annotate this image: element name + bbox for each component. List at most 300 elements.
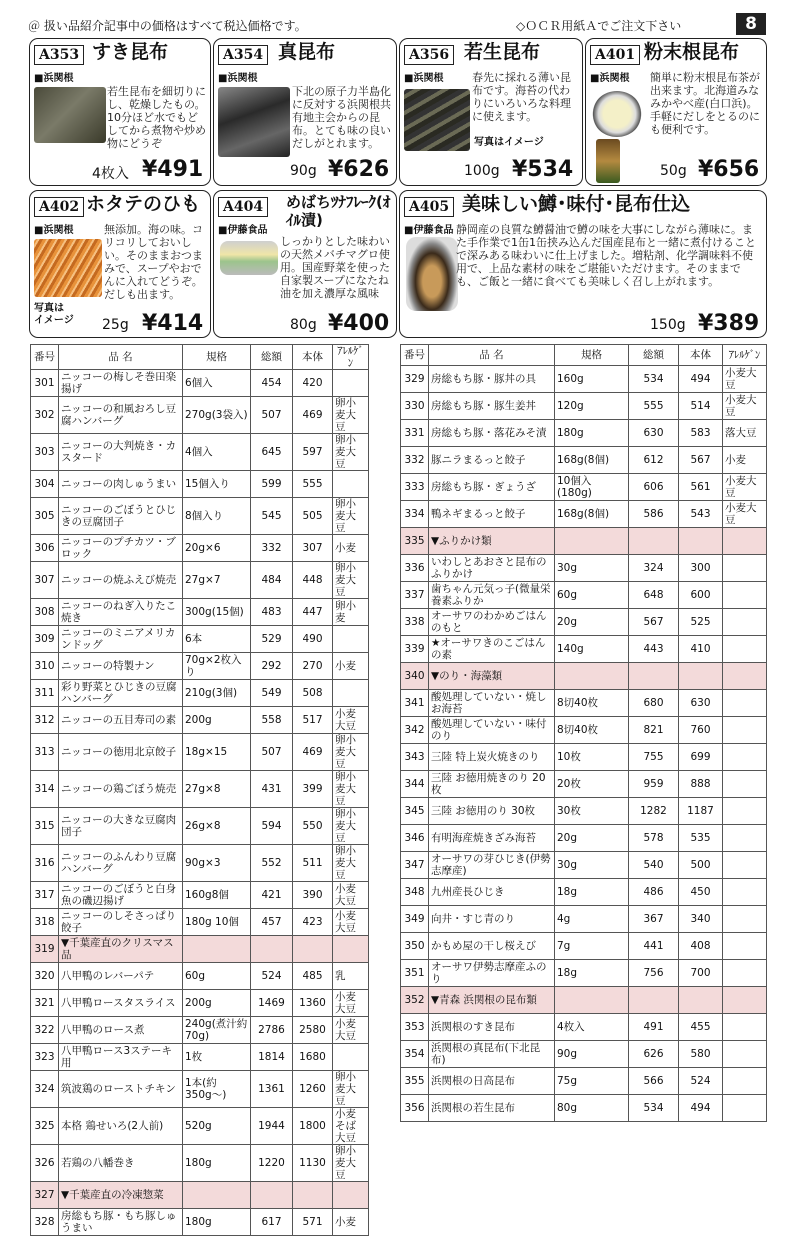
item-allergen xyxy=(333,370,369,397)
item-total: 617 xyxy=(251,1209,293,1236)
item-spec: 60g xyxy=(183,963,251,990)
item-spec: 18g xyxy=(555,879,629,906)
item-name: ニッコーのミニアメリカンドッグ xyxy=(59,626,183,653)
item-number: 336 xyxy=(401,555,429,582)
item-number: 317 xyxy=(31,882,59,909)
item-number: 318 xyxy=(31,909,59,936)
product-price: ¥656 xyxy=(698,157,760,182)
item-spec: 20g×6 xyxy=(183,535,251,562)
item-spec: 168g(8個) xyxy=(555,501,629,528)
item-allergen xyxy=(723,555,767,582)
item-name: 三陸 お徳用焼きのり 20枚 xyxy=(429,771,555,798)
item-base-price: 420 xyxy=(293,370,333,397)
table-row xyxy=(31,1209,369,1236)
item-number: 337 xyxy=(401,582,429,609)
col-header-name: 品 名 xyxy=(59,345,183,370)
item-allergen: 小麦 xyxy=(333,653,369,680)
product-size: 4枚入 xyxy=(92,166,129,182)
item-base-price xyxy=(679,528,723,555)
item-name: 房総もち豚・落花みそ漬 xyxy=(429,420,555,447)
item-allergen: 小麦大豆 xyxy=(333,909,369,936)
item-name: 豚ニラまるっと餃子 xyxy=(429,447,555,474)
product-card-a404 xyxy=(213,190,397,338)
item-name: ▼のり・海藻類 xyxy=(429,663,555,690)
item-allergen xyxy=(333,680,369,707)
item-total: 443 xyxy=(629,636,679,663)
item-number: 332 xyxy=(401,447,429,474)
item-base-price: 571 xyxy=(293,1209,333,1236)
item-base-price: 535 xyxy=(679,825,723,852)
item-name: オーサワの芽ひじき(伊勢志摩産) xyxy=(429,852,555,879)
item-total: 645 xyxy=(251,434,293,471)
table-row xyxy=(401,609,767,636)
item-total: 1944 xyxy=(251,1108,293,1145)
item-base-price: 580 xyxy=(679,1041,723,1068)
item-name: ▼青森 浜関根の昆布類 xyxy=(429,987,555,1014)
item-allergen: 卵小麦大豆 xyxy=(333,1071,369,1108)
product-description: 春先に採れる薄い昆布です。海苔の代わりにいろいろな料理に使えます。 xyxy=(472,71,571,123)
item-allergen xyxy=(723,771,767,798)
table-row xyxy=(401,852,767,879)
item-allergen: 卵小麦大豆 xyxy=(333,562,369,599)
item-base-price: 1187 xyxy=(679,798,723,825)
product-card-a354 xyxy=(213,38,397,186)
product-code: A401 xyxy=(590,45,640,65)
item-allergen xyxy=(723,798,767,825)
item-base-price: 1360 xyxy=(293,990,333,1017)
table-row xyxy=(401,636,767,663)
item-base-price: 517 xyxy=(293,707,333,734)
order-table-left xyxy=(30,344,369,1236)
item-name: ニッコーの大判焼き・カスタード xyxy=(59,434,183,471)
item-total: 648 xyxy=(629,582,679,609)
item-allergen: 小麦大豆 xyxy=(723,366,767,393)
item-base-price: 494 xyxy=(679,366,723,393)
item-total: 491 xyxy=(629,1014,679,1041)
table-row xyxy=(31,1108,369,1145)
table-row xyxy=(31,599,369,626)
item-name: ニッコーの鶏ごぼう焼売 xyxy=(59,771,183,808)
item-number: 348 xyxy=(401,879,429,906)
item-base-price xyxy=(679,663,723,690)
item-name: ニッコーの徳用北京餃子 xyxy=(59,734,183,771)
table-row xyxy=(31,1044,369,1071)
item-total: 578 xyxy=(629,825,679,852)
item-total: 552 xyxy=(251,845,293,882)
item-number: 321 xyxy=(31,990,59,1017)
table-row xyxy=(401,447,767,474)
table-row xyxy=(401,366,767,393)
product-card-a402 xyxy=(29,190,211,338)
col-header-number: 番号 xyxy=(401,345,429,366)
item-total: 1361 xyxy=(251,1071,293,1108)
item-name: ニッコーの肉しゅうまい xyxy=(59,471,183,498)
item-spec: 75g xyxy=(555,1068,629,1095)
product-price: ¥534 xyxy=(512,157,574,182)
table-row xyxy=(401,825,767,852)
table-row xyxy=(31,1071,369,1108)
product-name: 真昆布 xyxy=(278,41,336,63)
item-spec: 80g xyxy=(555,1095,629,1122)
item-name: ニッコーのごぼうとひじきの豆腐団子 xyxy=(59,498,183,535)
item-spec: 18g×15 xyxy=(183,734,251,771)
item-total: 507 xyxy=(251,734,293,771)
item-spec: 27g×7 xyxy=(183,562,251,599)
item-number: 341 xyxy=(401,690,429,717)
table-row xyxy=(31,626,369,653)
product-name: すき昆布 xyxy=(92,41,169,63)
item-allergen xyxy=(333,471,369,498)
item-number: 350 xyxy=(401,933,429,960)
item-number: 345 xyxy=(401,798,429,825)
item-number: 314 xyxy=(31,771,59,808)
item-base-price: 597 xyxy=(293,434,333,471)
item-number: 326 xyxy=(31,1145,59,1182)
table-row xyxy=(401,1014,767,1041)
item-name: ニッコーのふんわり豆腐ハンバーグ xyxy=(59,845,183,882)
item-number: 331 xyxy=(401,420,429,447)
item-base-price: 307 xyxy=(293,535,333,562)
item-allergen: 卵小麦大豆 xyxy=(333,397,369,434)
table-row xyxy=(31,882,369,909)
item-spec: 20枚 xyxy=(555,771,629,798)
product-price: ¥414 xyxy=(142,311,204,336)
item-total: 486 xyxy=(629,879,679,906)
item-name: 有明海産焼きざみ海苔 xyxy=(429,825,555,852)
item-total: 606 xyxy=(629,474,679,501)
item-number: 351 xyxy=(401,960,429,987)
product-size: 50g xyxy=(660,163,687,179)
item-allergen xyxy=(723,1041,767,1068)
item-spec: 8切40枚 xyxy=(555,717,629,744)
item-name: 八甲鴨のレバーパテ xyxy=(59,963,183,990)
item-name: ★オーサワきのこごはんの素 xyxy=(429,636,555,663)
item-total: 421 xyxy=(251,882,293,909)
item-name: ニッコーのプチカツ・ブロック xyxy=(59,535,183,562)
table-row xyxy=(31,535,369,562)
item-allergen xyxy=(723,1014,767,1041)
item-name: 本格 鶏せいろ(2人前) xyxy=(59,1108,183,1145)
item-spec: 200g xyxy=(183,707,251,734)
col-header-spec: 規格 xyxy=(555,345,629,366)
item-total: 612 xyxy=(629,447,679,474)
item-base-price: 300 xyxy=(679,555,723,582)
table-row xyxy=(401,393,767,420)
item-total: 457 xyxy=(251,909,293,936)
table-row xyxy=(31,370,369,397)
product-code: A402 xyxy=(34,197,84,217)
product-size: 90g xyxy=(290,163,317,179)
item-total: 566 xyxy=(629,1068,679,1095)
item-name: 三陸 お徳用のり 30枚 xyxy=(429,798,555,825)
item-allergen: 卵小麦大豆 xyxy=(333,1145,369,1182)
item-base-price: 1130 xyxy=(293,1145,333,1182)
tax-note: ＠ 扱い品紹介記事中の価格はすべて税込価格です。 xyxy=(28,19,307,33)
item-allergen: 小麦大豆 xyxy=(723,474,767,501)
item-total: 1469 xyxy=(251,990,293,1017)
maker-label: ■伊藤食品 xyxy=(404,225,454,236)
tuna-can-photo xyxy=(220,241,278,275)
item-base-price: 399 xyxy=(293,771,333,808)
item-spec: 15個入り xyxy=(183,471,251,498)
item-name: ニッコーのごぼうと白身魚の磯辺揚げ xyxy=(59,882,183,909)
item-total: 555 xyxy=(629,393,679,420)
item-total: 549 xyxy=(251,680,293,707)
item-allergen xyxy=(723,987,767,1014)
table-row xyxy=(401,501,767,528)
item-total: 2786 xyxy=(251,1017,293,1044)
page-header xyxy=(28,13,766,35)
table-row xyxy=(401,717,767,744)
item-spec: 200g xyxy=(183,990,251,1017)
item-allergen xyxy=(723,1068,767,1095)
item-spec: 160g8個 xyxy=(183,882,251,909)
tea-cup-photo xyxy=(592,91,642,137)
item-number: 343 xyxy=(401,744,429,771)
col-header-number: 番号 xyxy=(31,345,59,370)
item-number: 320 xyxy=(31,963,59,990)
item-name: オーサワのわかめごはんのもと xyxy=(429,609,555,636)
item-base-price: 583 xyxy=(679,420,723,447)
item-base-price: 524 xyxy=(679,1068,723,1095)
col-header-base: 本体 xyxy=(679,345,723,366)
item-number: 309 xyxy=(31,626,59,653)
item-base-price: 630 xyxy=(679,690,723,717)
page-number: 8 xyxy=(736,13,766,35)
item-spec: 7g xyxy=(555,933,629,960)
item-base-price: 469 xyxy=(293,397,333,434)
table-row xyxy=(401,582,767,609)
item-spec: 520g xyxy=(183,1108,251,1145)
item-allergen xyxy=(723,879,767,906)
item-total: 524 xyxy=(251,963,293,990)
item-total: 431 xyxy=(251,771,293,808)
item-number: 352 xyxy=(401,987,429,1014)
item-base-price: 270 xyxy=(293,653,333,680)
item-number: 308 xyxy=(31,599,59,626)
item-total xyxy=(251,1182,293,1209)
table-row xyxy=(31,397,369,434)
item-spec: 300g(15個) xyxy=(183,599,251,626)
item-name: 三陸 特上炭火焼きのり xyxy=(429,744,555,771)
product-price: ¥626 xyxy=(328,157,390,182)
item-allergen xyxy=(723,663,767,690)
item-name: 浜関根の真昆布(下北昆布) xyxy=(429,1041,555,1068)
item-number: 338 xyxy=(401,609,429,636)
item-total xyxy=(251,936,293,963)
item-allergen xyxy=(723,582,767,609)
item-base-price: 490 xyxy=(293,626,333,653)
maker-label: ■伊藤食品 xyxy=(218,225,268,236)
item-number: 330 xyxy=(401,393,429,420)
item-allergen: 小麦大豆 xyxy=(333,707,369,734)
col-header-total: 総額 xyxy=(251,345,293,370)
item-number: 356 xyxy=(401,1095,429,1122)
product-description: 静岡産の良質な鱒醤油で鱒の味を大事にしながら薄味に。また手作業で1缶1缶挟み込んだ国産昆布と一緒に煮付けることで深みある味わいに仕上げました。増粘剤、化学調味料不使用で、上品な素材の味をご堪能いただけます。そのままでも、ご飯と一緒に食べても美味しく召し上がれます。 xyxy=(456,223,756,288)
table-row xyxy=(31,471,369,498)
item-name: 九州産長ひじき xyxy=(429,879,555,906)
item-number: 339 xyxy=(401,636,429,663)
item-name: 八甲鴨ロース3ステーキ用 xyxy=(59,1044,183,1071)
item-spec: 20g xyxy=(555,609,629,636)
item-base-price: 390 xyxy=(293,882,333,909)
table-row xyxy=(31,963,369,990)
item-allergen xyxy=(723,744,767,771)
item-allergen xyxy=(723,825,767,852)
item-total: 1814 xyxy=(251,1044,293,1071)
item-number: 312 xyxy=(31,707,59,734)
item-number: 340 xyxy=(401,663,429,690)
table-row xyxy=(401,474,767,501)
section-row xyxy=(31,936,369,963)
table-row xyxy=(31,562,369,599)
item-base-price: 508 xyxy=(293,680,333,707)
item-spec: 8個入り xyxy=(183,498,251,535)
col-header-allergen: ｱﾚﾙｹﾞﾝ xyxy=(723,345,767,366)
maker-label: ■浜関根 xyxy=(34,225,74,236)
item-name: ▼千葉産直の冷凍惣菜 xyxy=(59,1182,183,1209)
table-row xyxy=(31,653,369,680)
item-spec xyxy=(555,528,629,555)
item-number: 313 xyxy=(31,734,59,771)
item-base-price: 543 xyxy=(679,501,723,528)
item-allergen xyxy=(723,690,767,717)
item-name: ▼千葉産直のクリスマス品 xyxy=(59,936,183,963)
product-description: 無添加。海の味。コリコリしておいしい。そのままおつまみで、スープやおでんに入れてどうぞ。だしも出ます。 xyxy=(104,223,203,301)
item-number: 334 xyxy=(401,501,429,528)
item-number: 307 xyxy=(31,562,59,599)
table-row xyxy=(31,771,369,808)
item-number: 302 xyxy=(31,397,59,434)
item-allergen: 小麦大豆 xyxy=(333,1017,369,1044)
item-total: 483 xyxy=(251,599,293,626)
item-spec: 90g×3 xyxy=(183,845,251,882)
product-code: A405 xyxy=(404,197,454,217)
item-total xyxy=(629,987,679,1014)
product-name: 粉末根昆布 xyxy=(644,41,740,63)
item-base-price: 447 xyxy=(293,599,333,626)
item-allergen: 小麦 xyxy=(333,535,369,562)
item-spec: 120g xyxy=(555,393,629,420)
item-base-price: 448 xyxy=(293,562,333,599)
item-name: かもめ屋の干し桜えび xyxy=(429,933,555,960)
product-price: ¥389 xyxy=(698,311,760,336)
item-number: 324 xyxy=(31,1071,59,1108)
item-allergen: 落大豆 xyxy=(723,420,767,447)
item-number: 305 xyxy=(31,498,59,535)
item-base-price: 699 xyxy=(679,744,723,771)
item-base-price: 469 xyxy=(293,734,333,771)
item-allergen: 小麦そば大豆 xyxy=(333,1108,369,1145)
item-spec: 30枚 xyxy=(555,798,629,825)
item-name: 浜関根の若生昆布 xyxy=(429,1095,555,1122)
item-base-price: 514 xyxy=(679,393,723,420)
product-code: A404 xyxy=(218,197,268,217)
item-number: 319 xyxy=(31,936,59,963)
item-spec: 6個入 xyxy=(183,370,251,397)
item-allergen xyxy=(723,528,767,555)
item-total: 756 xyxy=(629,960,679,987)
item-total: 586 xyxy=(629,501,679,528)
item-number: 311 xyxy=(31,680,59,707)
item-allergen xyxy=(333,1182,369,1209)
item-name: ニッコーのねぎ入りたこ焼き xyxy=(59,599,183,626)
item-base-price: 2580 xyxy=(293,1017,333,1044)
item-spec: 18g xyxy=(555,960,629,987)
item-allergen xyxy=(723,1095,767,1122)
item-name: ▼ふりかけ類 xyxy=(429,528,555,555)
product-size: 150g xyxy=(650,317,686,333)
item-number: 310 xyxy=(31,653,59,680)
item-total: 540 xyxy=(629,852,679,879)
kelp-photo xyxy=(218,87,290,157)
product-card-a353 xyxy=(29,38,211,186)
item-total: 534 xyxy=(629,366,679,393)
item-spec: 180g xyxy=(555,420,629,447)
item-name: 房総もち豚・もち豚しゅうまい xyxy=(59,1209,183,1236)
item-allergen xyxy=(333,626,369,653)
item-spec: 20g xyxy=(555,825,629,852)
item-total xyxy=(629,663,679,690)
item-name: 若鶏の八幡巻き xyxy=(59,1145,183,1182)
item-spec: 1枚 xyxy=(183,1044,251,1071)
item-base-price: 511 xyxy=(293,845,333,882)
item-allergen: 小麦 xyxy=(333,1209,369,1236)
scallop-photo xyxy=(34,239,102,297)
item-spec: 1本(約350g〜) xyxy=(183,1071,251,1108)
table-row xyxy=(31,1145,369,1182)
item-number: 327 xyxy=(31,1182,59,1209)
table-row xyxy=(31,990,369,1017)
item-allergen xyxy=(723,717,767,744)
item-spec: 60g xyxy=(555,582,629,609)
col-header-total: 総額 xyxy=(629,345,679,366)
maker-label: ■浜関根 xyxy=(218,73,258,84)
item-number: 323 xyxy=(31,1044,59,1071)
section-row xyxy=(31,1182,369,1209)
table-header-row xyxy=(31,345,369,370)
item-total: 755 xyxy=(629,744,679,771)
item-total: 292 xyxy=(251,653,293,680)
item-number: 347 xyxy=(401,852,429,879)
product-description: 簡単に粉末根昆布茶が出来ます。北海道みなみかやべ産(白口浜)。手軽にだしをとるのにも便利です。 xyxy=(650,71,760,136)
table-row xyxy=(401,555,767,582)
product-card-a401 xyxy=(585,38,767,186)
item-base-price: 1800 xyxy=(293,1108,333,1145)
item-spec: 240g(煮汁約70g) xyxy=(183,1017,251,1044)
table-row xyxy=(401,690,767,717)
item-allergen xyxy=(333,1044,369,1071)
image-caption: 写真は イメージ xyxy=(34,303,74,326)
item-base-price xyxy=(293,936,333,963)
table-row xyxy=(401,933,767,960)
item-name: 房総もち豚・豚生姜丼 xyxy=(429,393,555,420)
table-row xyxy=(31,680,369,707)
kelp-photo xyxy=(404,89,470,151)
maker-label: ■浜関根 xyxy=(34,73,74,84)
item-name: 向井・すじ青のり xyxy=(429,906,555,933)
item-name: 彩り野菜とひじきの豆腐ハンバーグ xyxy=(59,680,183,707)
item-total: 630 xyxy=(629,420,679,447)
product-name: 若生昆布 xyxy=(464,41,541,63)
item-total: 324 xyxy=(629,555,679,582)
item-base-price: 485 xyxy=(293,963,333,990)
table-row xyxy=(401,771,767,798)
item-base-price: 494 xyxy=(679,1095,723,1122)
item-spec: 90g xyxy=(555,1041,629,1068)
table-header-row xyxy=(401,345,767,366)
item-allergen: 卵小麦大豆 xyxy=(333,845,369,882)
